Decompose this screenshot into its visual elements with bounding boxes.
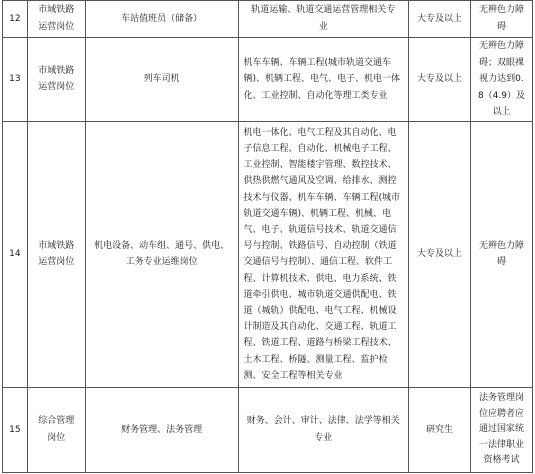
other-requirements-cell: 无辨色力障碍 xyxy=(470,121,532,387)
direction-cell: 财务管理、法务管理 xyxy=(85,387,238,472)
direction-cell: 机电设备、动车组、通号、供电、工务专业运维岗位 xyxy=(85,121,238,387)
position-cell: 市域铁路运营岗位 xyxy=(27,121,85,387)
position-cell: 综合管理岗位 xyxy=(27,387,85,472)
row-number: 14 xyxy=(3,121,28,387)
education-cell: 大专及以上 xyxy=(408,1,470,38)
recruitment-table xyxy=(2,0,533,473)
major-cell: 财务、会计、审计、法律、法学等相关专业 xyxy=(238,387,408,472)
position-cell: 市域铁路运营岗位 xyxy=(27,38,85,122)
major-cell: 机电一体化、电气工程及其自动化、电子信息工程、自动化、机械电子工程、工业控制、智能楼宇管理、数控技术、供热供燃气通风及空调、给排水、测控技术与仪器、机车车辆、车辆工程(城市轨道交通车辆)、机辆工程、机械、电气、电子、轨道信号技术、轨道交通信号与控制、铁路信号、自动控制（铁道交通信号与控制）、通信工程、软件工程、计算机技术、供电、电力系统、铁道牵引供电、城市轨道交通供配电、铁道（城轨）供配电、电气工程、机械设计制造及其自动化、交通工程、轨道工程、铁道工程、道路与桥梁工程技术、土木工程、桥隧、测量工程、监护检测、安全工程等相关专业 xyxy=(238,121,408,387)
major-cell: 机车车辆、车辆工程(城市轨道交通车辆)、机辆工程、电气、电子、机电一体化、工业控制、自动化等理工类专业 xyxy=(238,38,408,122)
education-cell: 大专及以上 xyxy=(408,38,470,122)
table-row xyxy=(3,38,533,122)
table-row xyxy=(3,387,533,472)
position-cell: 市域铁路运营岗位 xyxy=(27,1,85,38)
row-number: 13 xyxy=(3,38,28,122)
direction-cell: 车站值班员（储备） xyxy=(85,1,238,38)
direction-cell: 列车司机 xyxy=(85,38,238,122)
major-cell: 轨道运输、轨道交通运营管理相关专业 xyxy=(238,1,408,38)
table-row xyxy=(3,121,533,387)
row-number: 15 xyxy=(3,387,28,472)
other-requirements-cell: 法务管理岗位应聘者应通过国家统一法律职业资格考试 xyxy=(470,387,532,472)
table-row xyxy=(3,1,533,38)
other-requirements-cell: 无辨色力障碍 xyxy=(470,1,532,38)
other-requirements-cell: 无辨色力障碍；双眼裸视力达到0.8（4.9）及以上 xyxy=(470,38,532,122)
education-cell: 大专及以上 xyxy=(408,121,470,387)
education-cell: 研究生 xyxy=(408,387,470,472)
row-number: 12 xyxy=(3,1,28,38)
